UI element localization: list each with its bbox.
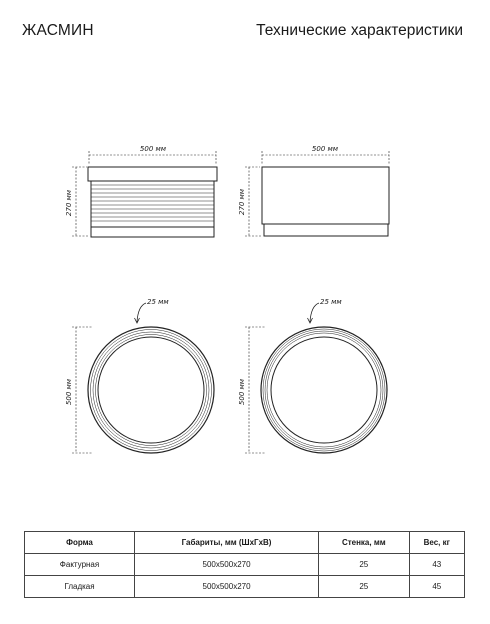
front-textured-width-label: 500 мм [139, 145, 167, 153]
table-row [25, 554, 465, 576]
top-smooth-diameter-label: 500 мм [238, 378, 246, 406]
cell-dimensions: 500x500x270 [135, 554, 319, 576]
front-smooth-height-label: 270 мм [238, 188, 246, 216]
cell-weight: 43 [409, 554, 464, 576]
top-textured-diameter-label: 500 мм [65, 378, 73, 406]
table-header-row [25, 532, 465, 554]
cell-shape: Гладкая [25, 576, 135, 598]
front-view-textured [72, 151, 217, 237]
top-textured-wall-label: 25 мм [147, 298, 169, 306]
col-header-shape: Форма [25, 532, 135, 554]
front-smooth-width-label: 500 мм [311, 145, 339, 153]
col-header-wall: Стенка, мм [319, 532, 410, 554]
cell-wall: 25 [319, 576, 410, 598]
specs-table [24, 531, 465, 598]
cell-shape: Фактурная [25, 554, 135, 576]
cell-dimensions: 500x500x270 [135, 576, 319, 598]
top-view-smooth [245, 303, 387, 453]
cell-weight: 45 [409, 576, 464, 598]
cell-wall: 25 [319, 554, 410, 576]
product-name: ЖАСМИН [22, 22, 94, 39]
top-smooth-wall-label: 25 мм [320, 298, 342, 306]
top-view-textured [72, 303, 214, 453]
front-view-smooth [245, 151, 389, 236]
table-row [25, 576, 465, 598]
col-header-dimensions: Габариты, мм (ШхГхВ) [135, 532, 319, 554]
section-title: Технические характеристики [256, 22, 463, 39]
texture-grooves [91, 185, 214, 221]
col-header-weight: Вес, кг [409, 532, 464, 554]
front-textured-height-label: 270 мм [65, 189, 73, 217]
